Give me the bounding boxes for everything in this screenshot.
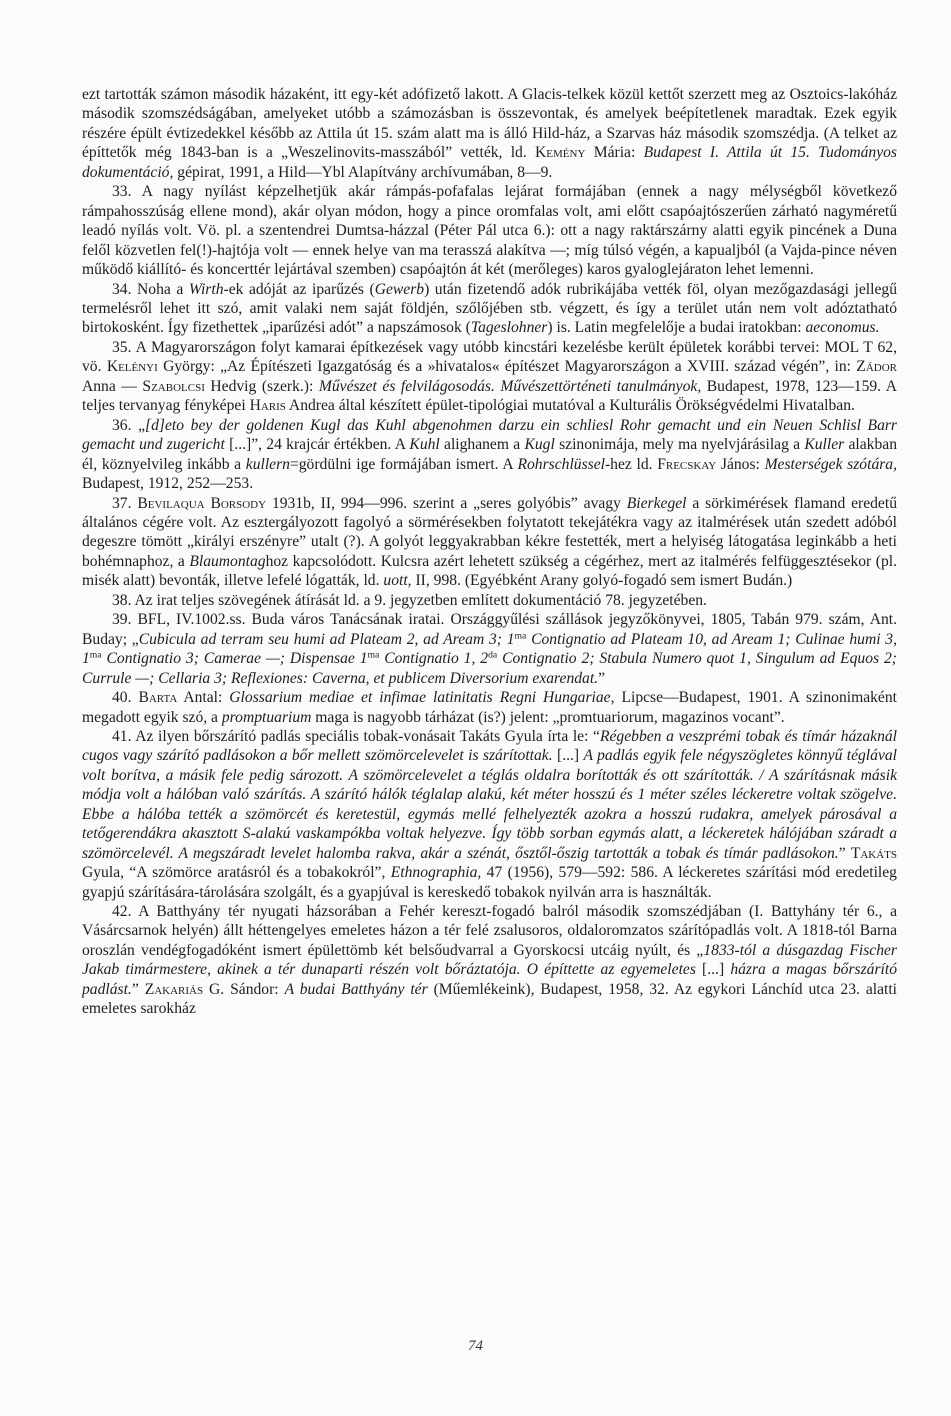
footnote-39: 39. BFL, IV.1002.ss. Buda város Tanácsának iratai. Országgyűlési szállások jegyzőkönyvei, 1805, Tabán 979. szám, Ant. Buday; „Cubicula ad terram seu humi ad Plateam 2, ad Aream 3; $1^{ma}$ Contignatio ad Plateam 10, ad Aream 1; Culinae humi 3, $1^{ma}$ Contignatio 3; Camerae —; Dispensae $1^{ma}$ Contignatio 1, $2^{da}$ Contignatio 2; Stabula Numero quot 1, Singulum ad Equos 2; Currule —; Cellaria 3; Reflexiones: Caverna, et publicem Diversorium exarendat.” <box>82 611 897 687</box>
footnote-37: 37. Bevilaqua Borsody 1931b, II, 994—996. szerint a „seres golyóbis” avagy Bierkegel a sörkimérések flamand eredetű általános cégére volt. Az esztergályozott fagolyó a sörmérésekben folytatott tekejátékra vagy az italmérések után szedett adóból degeszre tömött „királyi erszényre” utalt (?). A golyót leggyakrabban kékre festették, mert a helyiség látogatása leginkább a heti bohémnaphoz, a Blaumontaghoz kapcsolódott. Kulcsra azért lehetett szükség a cégérhez, mert az italmérés felfüggesztésekor (pl. misék alatt) bevonták, illetve lefelé lógatták, ld. uott, II, 998. (Egyébként Arany golyó-fogadó sem ismert Budán.) <box>82 494 897 590</box>
footnote-42: 42. A Batthyány tér nyugati házsorában a Fehér kereszt-fogadó balról második szomszédjában (I. Battyhány tér 6., a Vásárcsarnok helyén) állt héttengelyes emeletes házon a tér felé zsalusoros, oldaloromzatos szárítópadlás volt. A 1818-tól Barna oroszlán vendégfogadóként ismert épülettömb két belsőudvarral a Gyorskocsi utcáig nyúlt, és „1833-tól a dúsgazdag Fischer Jakab timármestere, akinek a tér dunaparti részén volt bőráztatója. O építtette az egyemeletes [...] házra a magas bőrszárító padlást.” Zakariás G. Sándor: A budai Batthyány tér (Műemlékeink), Budapest, 1958, 32. Az egykori Lánchíd utca 23. alatti emeletes sarokház <box>82 903 897 1018</box>
paragraph-continued: ezt tartották számon második házaként, itt egy-két adófizető lakott. A Glacis-telkek közül kettőt szerzett meg az Osztoics-lakóház második szomszédságában, amelyeket utóbb a számozásban is összevontak, és amelyek beépítetlenek maradtak. Ezek egyik részére épült évtizedekkel később az Attila út 15. szám alatt ma is álló Hild-ház, a Szarvas ház második szomszédja. (A telket az építtetők még 1843-ban is a „Weszelinovits-masszából” vették, ld. Kemény Mária: Budapest I. Attila út 15. Tudományos dokumentáció, gépirat, 1991, a Hild—Ybl Alapítvány archívumában, 8—9. <box>82 86 897 181</box>
footnote-35: 35. A Magyarországon folyt kamarai építkezések vagy utóbb kincstári kezelésbe került épületek korábbi tervei: MOL T 62, vö. Kelényi György: „Az Építészeti Igazgatóság és a »hivatalos« építészet Magyarországon a XVIII. század végén”, in: Zádor Anna — Szabolcsi Hedvig (szerk.): Művészet és felvilágosodás. Művészettörténeti tanulmányok, Budapest, 1978, 123—159. A teljes tervanyag fényképei Haris Andrea által készített épület-tipológiai mutatóval a Kulturális Örökségvédelmi Hivatalban. <box>82 338 897 415</box>
footnote-38: 38. Az irat teljes szövegének átírását ld. a 9. jegyzetben említett dokumentáció 78. jegyzetében. <box>112 591 707 609</box>
footnotes-body <box>82 85 897 1019</box>
footnote-40: 40. Barta Antal: Glossarium mediae et infimae latinitatis Regni Hungariae, Lipcse—Budapest, 1901. A szinonimaként megadott egyik szó, a promptuarium maga is nagyobb tárházat (is?) jelent: „promtuariorum, magazinos vocant”. <box>82 689 897 726</box>
footnote-36: 36. „[d]eto bey der goldenen Kugl das Kuhl abgenohmen darzu ein schliesl Rohr gemacht und ein Neuen Schlisl Barr gemacht und zugericht [...]”, 24 krajcár értékben. A Kuhl alighanem a Kugl szinonimája, mely ma nyelvjárásilag a Kuller alakban él, köznyelvileg inkább a kullern=gördülni ige formájában ismert. A Rohrschlüssel-hez ld. Frecskay János: Mesterségek szótára, Budapest, 1912, 252—253. <box>82 416 897 493</box>
footnote-34: 34. Noha a Wirth-ek adóját az iparűzés (Gewerb) után fizetendő adók rubrikájába vették föl, olyan mezőgazdasági jellegű termelésről lehet itt szó, amit valaki nem saját földjén, szőlőjében stb. végzett, és így a terület után nem volt adóztatható birtokosként. Így fizethettek „iparűzési adót” a napszámosok (Tageslohner) is. Latin megfelelője a budai iratokban: aeconomus. <box>82 280 897 337</box>
footnote-41: 41. Az ilyen bőrszárító padlás speciális tobak-vonásait Takáts Gyula írta le: “Régebben a veszprémi tobak és tímár házaknál cugos vagy szárító padlásokon a bőr mellett szömörcelevelet is szárítottak. [...] A padlás egyik fele négyszögletes könnyű téglával volt borítva, a másik fele pedig sározott. A szömörcelevelet a téglás oldalra borították és ott szárították. / A szárításnak másik módja volt a hálóban való szárítás. A szárító hálók téglalap alakú, két méter hosszú és 1 méter széles léckeretre voltak szögelve. Ebbe a hálóba tették a szömörcét és keretestül, egymás mellé felhelyezték azokra a hosszú rudakra, amelyek párosával a tetőgerendákra akasztott S-alakú vaskampókba voltak helyezve. Így több sorban egymás alatt, a léckeretek hálójában száradt a szömörcelevél. A megszáradt levelet halomba rakva, akár a szénát, ősztől-őszig tartották a tobak és tímár padlásokon.” Takáts Gyula, “A szömörce aratásról és a tobakokról”, Ethnographia, 47 (1956), 579—592: 586. A léckeretes szárítási mód eredetileg gyapjú szárítására-tárolására szolgált, és a gyapjúval is kereskedő tobakok nyilván arra is használták. <box>82 727 898 901</box>
page-number: 74 <box>468 1338 483 1354</box>
footnote-33: 33. A nagy nyílást képzelhetjük akár rámpás-pofafalas lejárat formájában (ennek a nagy mélységből következő rámpahosszúság ellene mond), akár olyan módon, hogy a pince oromfalas volt, ami előtt csapóajtószerűen zárható nagyméretű leadó nyílás volt. Vö. pl. a szentendrei Dumtsa-házzal (Péter Pál utca 6.): ott a nagy raktárszárny alatti egyik pincének a Duna felől közvetlen fel(!)-hajtója volt — ennek helye van ma terasszá alakítva —; míg túlsó végén, a kapualjból (a Vajda-pince néven működő kiállító- és koncerttér lejártával szemben) csapóajtón át két (merőleges) karos gyaloglejáraton lehet lemenni. <box>82 183 897 279</box>
